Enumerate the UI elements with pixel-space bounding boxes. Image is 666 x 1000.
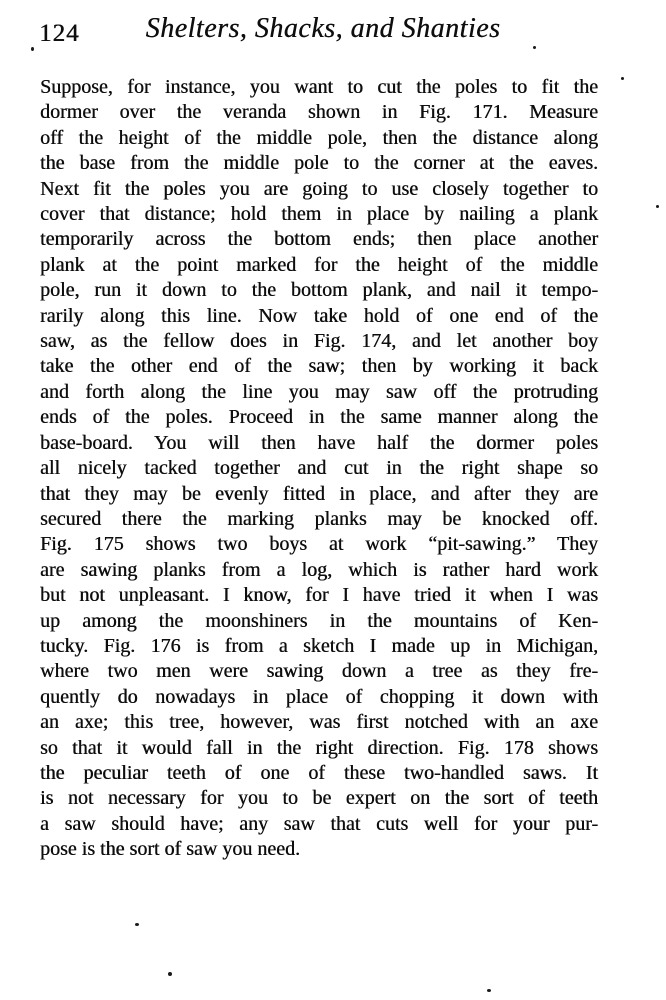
text-line: the base from the middle pole to the corner at the eaves. — [40, 152, 598, 175]
scan-speck — [31, 47, 34, 51]
scan-speck — [656, 205, 659, 208]
text-line: is not necessary for you to be expert on the sort of teeth — [40, 787, 598, 810]
text-line: that they may be evenly fitted in place, and after they are — [40, 482, 598, 505]
text-line: but not unpleasant. I know, for I have tried it when I was — [40, 584, 598, 607]
text-line: base-board. You will then have half the dormer poles — [40, 431, 598, 454]
text-line: all nicely tacked together and cut in the right shape so — [40, 457, 598, 480]
scan-speck — [621, 77, 624, 80]
scan-speck — [168, 972, 172, 976]
scan-speck — [135, 923, 139, 926]
text-line: ends of the poles. Proceed in the same manner along the — [40, 406, 598, 429]
text-line: take the other end of the saw; then by working it back — [40, 355, 598, 378]
text-line: plank at the point marked for the height of the middle — [40, 253, 598, 276]
page-number: 124 — [39, 20, 80, 47]
body-text — [40, 75, 598, 863]
text-line: off the height of the middle pole, then the distance along — [40, 126, 598, 149]
text-line: Suppose, for instance, you want to cut the poles to fit the — [40, 76, 598, 98]
text-line: where two men were sawing down a tree as they fre- — [40, 660, 598, 683]
text-line: saw, as the fellow does in Fig. 174, and let another boy — [40, 330, 598, 353]
text-line: a saw should have; any saw that cuts well for your pur- — [40, 812, 598, 835]
text-line: rarily along this line. Now take hold of one end of the — [40, 304, 598, 327]
text-line: quently do nowadays in place of chopping it down with — [40, 685, 598, 708]
text-line: cover that distance; hold them in place by nailing a plank — [40, 203, 598, 226]
text-line: an axe; this tree, however, was first notched with an axe — [40, 711, 598, 734]
text-line: tucky. Fig. 176 is from a sketch I made up in Michigan, — [40, 634, 598, 657]
text-line: Fig. 175 shows two boys at work “pit-sawing.” They — [40, 533, 598, 556]
text-line: up among the moonshiners in the mountains of Ken- — [40, 609, 598, 632]
text-line: pose is the sort of saw you need. — [40, 838, 300, 861]
scan-speck — [533, 46, 536, 49]
text-line: the peculiar teeth of one of these two-handled saws. It — [40, 761, 598, 784]
text-line: temporarily across the bottom ends; then place another — [40, 228, 598, 251]
scan-speck — [487, 989, 491, 992]
text-line: dormer over the veranda shown in Fig. 171. Measure — [40, 101, 598, 124]
text-line: and forth along the line you may saw off the protruding — [40, 380, 598, 403]
text-line: secured there the marking planks may be knocked off. — [40, 507, 598, 530]
running-title: Shelters, Shacks, and Shanties — [145, 13, 501, 44]
text-line: so that it would fall in the right direction. Fig. 178 shows — [40, 736, 598, 759]
text-line: pole, run it down to the bottom plank, and nail it tempo- — [40, 279, 598, 302]
text-line: are sawing planks from a log, which is rather hard work — [40, 558, 598, 581]
text-line: Next fit the poles you are going to use closely together to — [40, 177, 598, 200]
